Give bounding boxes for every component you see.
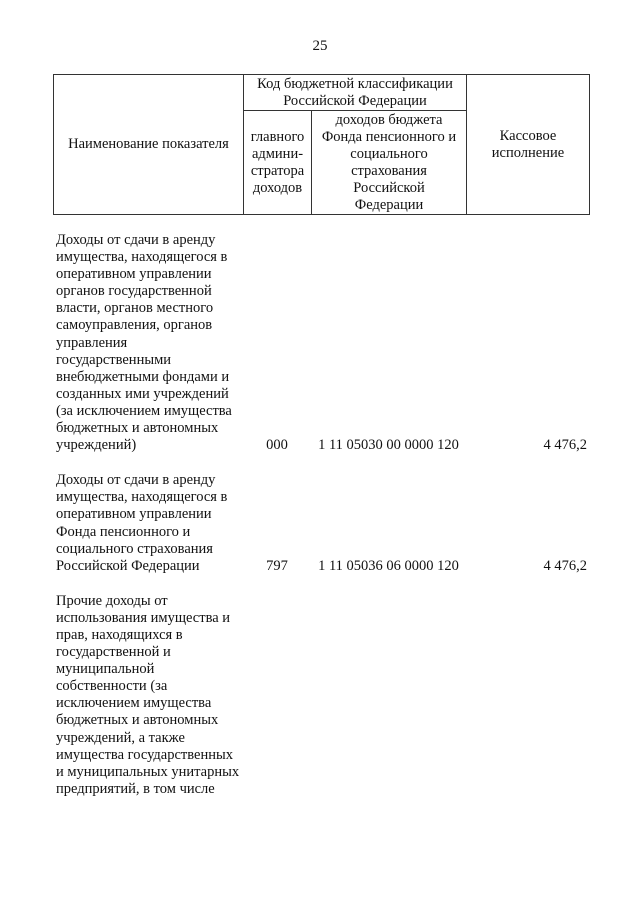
row-indicator-name: Доходы от сдачи в аренду имущества, находящегося в оперативном управлении Фонда пенсионного и социального страхования Российской Федерации — [56, 472, 228, 574]
row-admin-code: 797 — [266, 557, 288, 574]
header-admin-code: главного админи-стратора доходов — [244, 111, 312, 215]
header-revenue-code: доходов бюджета Фонда пенсионного и социального страхования Российской Федерации — [312, 111, 467, 215]
table-row — [53, 472, 589, 575]
header-budget-code-group: Код бюджетной классификации Российской Федерации — [244, 75, 467, 111]
row-indicator-name: Доходы от сдачи в аренду имущества, находящегося в оперативном управлении органов государственной власти, органов местного самоуправления, органов управления государственными внебюджетными фондами и созданных ими учреждений (за исключением имущества бюджетных и автономных учреждений) — [56, 232, 232, 454]
header-indicator-name: Наименование показателя — [54, 75, 244, 215]
table-row — [53, 593, 589, 798]
row-revenue-code: 1 11 05036 06 0000 120 — [318, 557, 459, 574]
table-body — [53, 232, 589, 798]
table-header — [53, 74, 590, 215]
page-number: 25 — [312, 38, 328, 54]
header-cash-execution: Кассовое исполнение — [467, 75, 590, 215]
table-row — [53, 232, 589, 454]
row-revenue-code: 1 11 05030 00 0000 120 — [318, 437, 459, 454]
row-admin-code: 000 — [266, 437, 288, 454]
row-amount: 4 476,2 — [543, 557, 587, 574]
row-amount: 4 476,2 — [543, 437, 587, 454]
row-indicator-name: Прочие доходы от использования имущества и прав, находящихся в государственной и муниципальной собственности (за исключением имущества бюджетных и автономных учреждений, а также имущества государственных и муниципальных унитарных предприятий, в том числе — [56, 592, 240, 797]
